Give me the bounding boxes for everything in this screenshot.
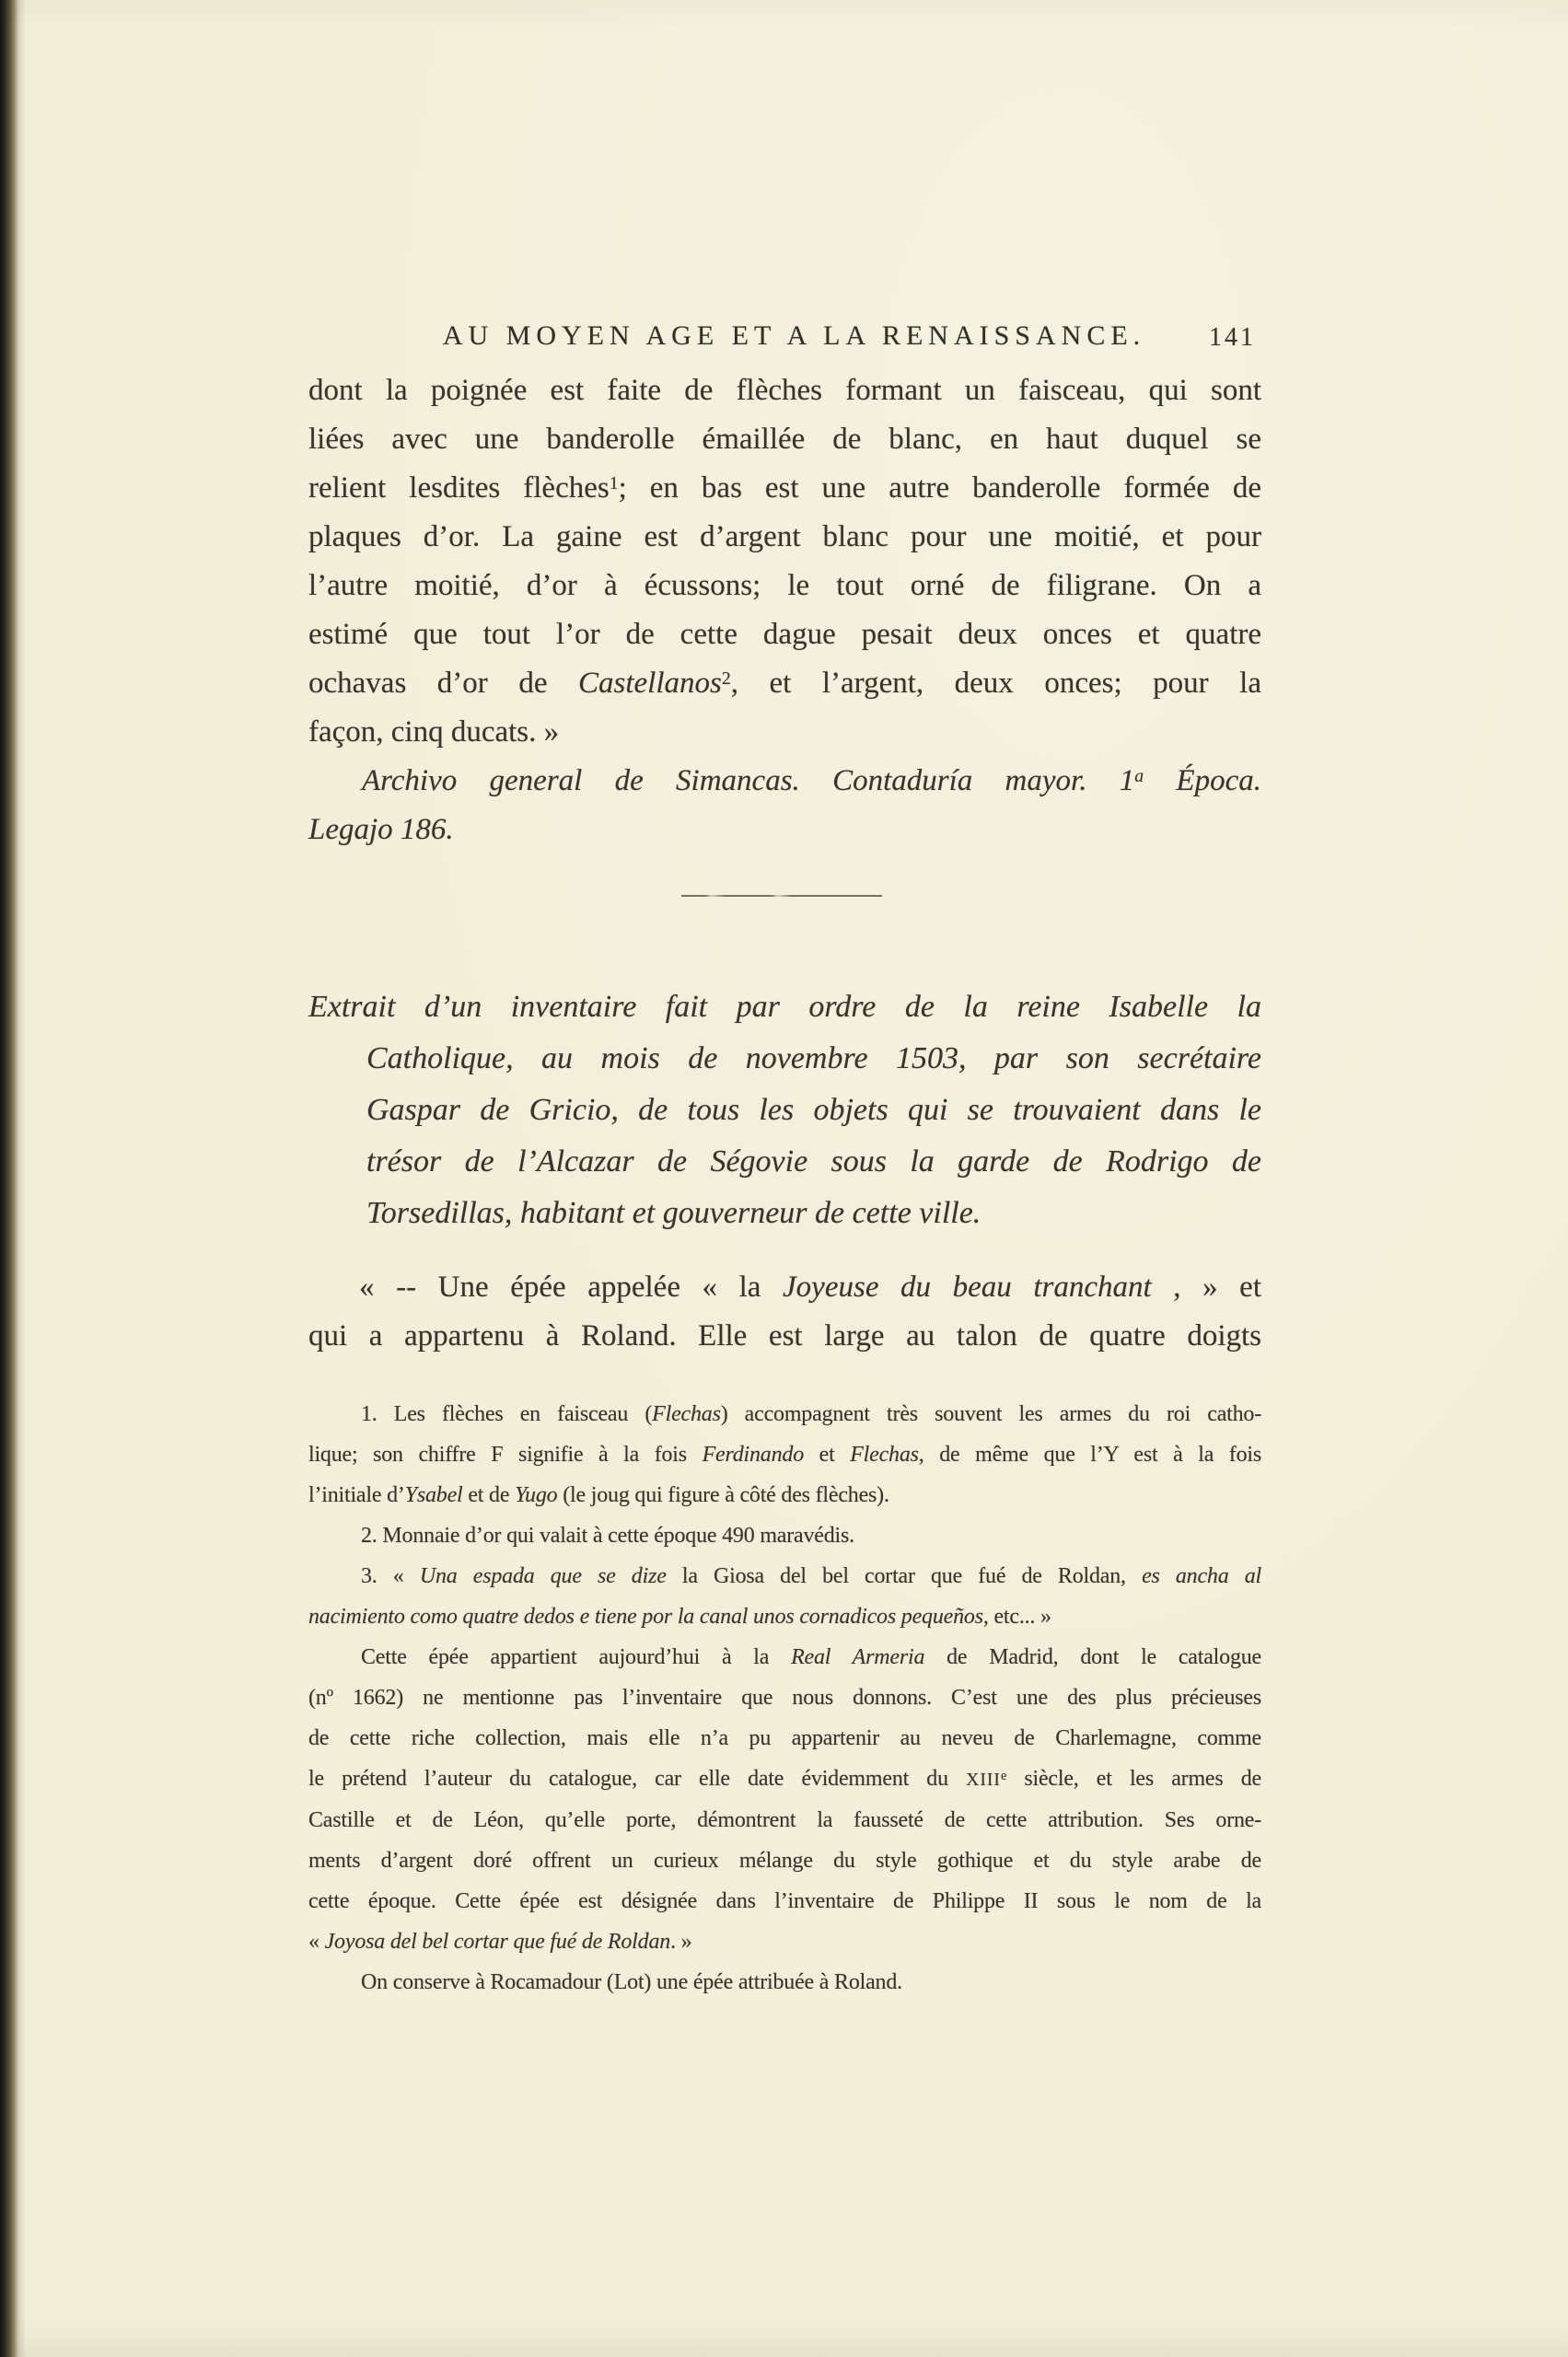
text-line: On conserve à Rocamadour (Lot) une épée attribuée à Roland. <box>361 1970 902 1994</box>
text-line: Legajo 186. <box>308 813 454 846</box>
page-content <box>308 0 1261 2003</box>
text-line: qui a appartenu à Roland. Elle est large au talon de quatre doigts <box>308 1319 1261 1353</box>
text-line: nacimiento como quatre dedos e tiene por la canal unos cornadicos pequeños, etc... » <box>308 1605 1051 1629</box>
paragraph-epee-joyeuse <box>308 1263 1261 1361</box>
text-line: façon, cinq ducats. » <box>308 715 560 749</box>
text-line: cette époque. Cette épée est désignée dans l’inventaire de Philippe II sous le nom de la <box>308 1889 1261 1913</box>
text-line: Gaspar de Gricio, de tous les objets qui se trouvaient dans le <box>366 1093 1261 1127</box>
page-number: 141 <box>1209 323 1256 352</box>
text-line: ochavas d’or de Castellanos$^2$, et l’argent, deux onces; pour la <box>308 667 1261 700</box>
text-line: 2. Monnaie d’or qui valait à cette époque 490 maravédis. <box>361 1524 854 1548</box>
page-title: AU MOYEN AGE ET A LA RENAISSANCE. <box>442 320 1146 351</box>
text-line: relient lesdites flèches$^1$; en bas est une autre banderolle formée de <box>308 471 1262 505</box>
section-divider <box>681 895 882 897</box>
binding-edge <box>0 0 26 2357</box>
text-line: 3. « Una espada que se dize la Giosa del bel cortar que fué de Roldan, es ancha al <box>361 1564 1261 1588</box>
paragraph-dagger-description <box>308 366 1261 757</box>
text-line: trésor de l’Alcazar de Ségovie sous la garde de Rodrigo de <box>366 1144 1261 1178</box>
text-line: l’autre moitié, d’or à écussons; le tout orné de filigrane. On a <box>308 569 1261 602</box>
text-line: Castille et de Léon, qu’elle porte, démontrent la fausseté de cette attribution. Ses orne- <box>308 1808 1261 1832</box>
text-line: Cette épée appartient aujourd’hui à la Real Armeria de Madrid, dont le catalogue <box>361 1645 1261 1669</box>
text-line: de cette riche collection, mais elle n’a pu appartenir au neveu de Charlemagne, comme <box>308 1726 1261 1750</box>
text-line: Extrait d’un inventaire fait par ordre de la reine Isabelle la <box>308 990 1261 1024</box>
footnotes-section <box>308 1394 1261 2003</box>
text-line: plaques d’or. La gaine est d’argent blanc pour une moitié, et pour <box>308 520 1261 553</box>
text-line: liées avec une banderolle émaillée de blanc, en haut duquel se <box>308 423 1261 456</box>
text-line: l’initiale d’Ysabel et de Yugo (le joug qui figure à côté des flèches). <box>308 1483 889 1507</box>
text-line: Torsedillas, habitant et gouverneur de cette ville. <box>366 1196 981 1230</box>
text-line: « Joyosa del bel cortar que fué de Roldan. » <box>308 1930 692 1954</box>
text-line: Archivo general de Simancas. Contaduría mayor. 1$^a$ Época. <box>362 764 1261 797</box>
text-line: dont la poignée est faite de flèches formant un faisceau, qui sont <box>308 374 1261 407</box>
text-line: (nº 1662) ne mentionne pas l’inventaire que nous donnons. C’est une des plus précieuses <box>308 1686 1261 1710</box>
text-line: 1. Les flèches en faisceau (Flechas) accompagnent très souvent les armes du roi catho- <box>361 1402 1262 1426</box>
text-line: lique; son chiffre F signifie à la fois Ferdinando et Flechas, de même que l’Y est à la fois <box>308 1443 1261 1467</box>
text-line: estimé que tout l’or de cette dague pesait deux onces et quatre <box>308 618 1261 651</box>
text-line: ments d’argent doré offrent un curieux mélange du style gothique et du style arabe de <box>308 1849 1261 1873</box>
text-line: le prétend l’auteur du catalogue, car elle date évidemment du XIIIe siècle, et les armes de <box>308 1767 1261 1791</box>
text-line: Catholique, au mois de novembre 1503, par son secrétaire <box>366 1041 1261 1075</box>
citation-source <box>308 757 1261 854</box>
running-header <box>308 320 1261 359</box>
text-line: « -- Une épée appelée « la Joyeuse du beau tranchant , » et <box>359 1271 1261 1304</box>
section-heading-extrait <box>308 981 1261 1239</box>
